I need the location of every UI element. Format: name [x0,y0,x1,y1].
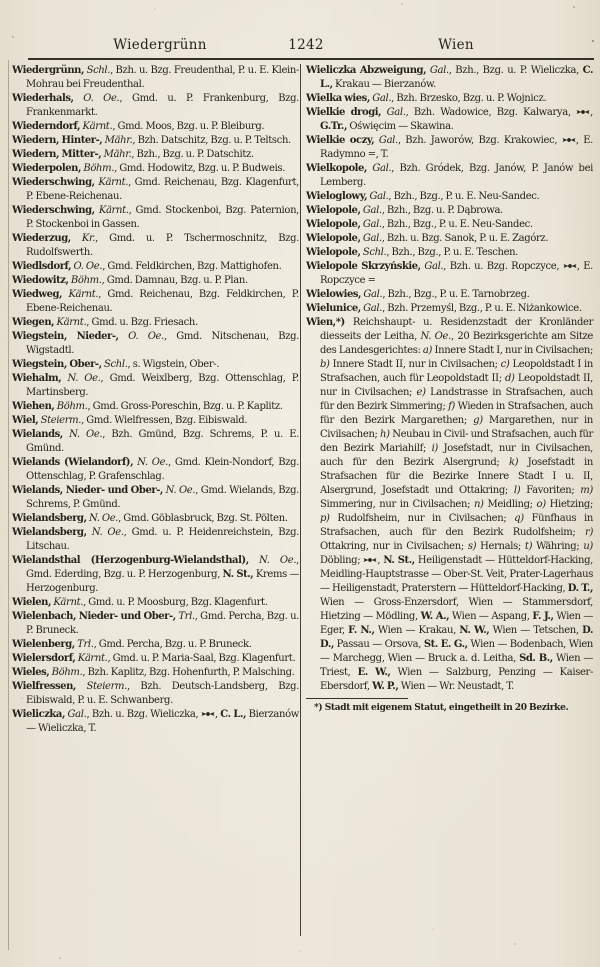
gazetteer-entry [306,106,593,134]
gazetteer-entry [12,134,299,148]
gazetteer-entry [12,64,299,92]
gazetteer-entry [306,190,593,204]
entry-text: , Bzh., Bzg. u. P. Dąbrowa. [381,205,503,216]
entry-place-name: Wiedowitz, [12,275,69,286]
entry-crownland-abbrev: r) [585,527,593,538]
gazetteer-entry [12,232,299,260]
entry-text: , Bzh., Bzg. u. P. Wieliczka, [448,65,583,76]
entry-place-name: Wiel, [12,415,39,426]
entry-railway-abbrev: N. W., [459,625,490,636]
entry-crownland-abbrev: b) [320,359,330,370]
gazetteer-entry [12,330,299,358]
entry-text: , [590,107,593,118]
entry-text: Favoriten; [520,485,581,496]
right-column [306,64,593,715]
entry-place-name: Wiehen, [12,401,55,412]
entry-text: , Gmd. u. P. Tschermoschnitz, Bzg. Rudolfswerth. [26,233,299,258]
entry-text: Hietzing; [545,499,594,510]
entry-place-name: Wielopole, [306,247,361,258]
gazetteer-entry [12,414,299,428]
entry-text: Wien — Triest, [320,653,593,678]
entry-text: , Bzh., Bzg., P. u. E. Teschen. [386,247,519,258]
entry-crownland-abbrev: N. Oe. [61,373,101,384]
entry-text: , [377,555,384,566]
gazetteer-entry [12,610,299,638]
entry-text: Passau — Orsova, [333,639,424,650]
winged-wheel-railway-icon [562,136,576,144]
entry-place-name: Wielkie oczy, [306,135,375,146]
entry-text: Krakau — Bierzanów. [332,79,436,90]
entry-text: Ottakring, nur in Civilsachen; [320,541,468,552]
gazetteer-entry [306,232,593,246]
gazetteer-entry [12,120,299,134]
entry-crownland-abbrev: Gal. [367,191,389,202]
header-right-keyword: Wien [438,37,474,53]
footnote-rule [306,698,408,699]
entry-railway-abbrev: N. St., [383,555,415,566]
entry-crownland-abbrev: Kärnt. [50,597,84,608]
entry-text: , Gmd. Reichenau, Bzg. Klagenfurt, P. Ebene-Reichenau. [26,177,299,202]
entry-crownland-abbrev: Böhm. [54,401,88,412]
entry-text: Rudolfsheim, nur in Civilsachen; [329,513,515,524]
entry-place-name: Wiederschwing, [12,177,95,188]
entry-place-name: Wiegen, [12,317,55,328]
entry-place-name: Wiederpolen, [12,163,82,174]
entry-crownland-abbrev: O. Oe. [73,93,120,104]
entry-place-name: Wieliczka Abzweigung, [306,65,427,76]
entry-text: Wien — Krakau, [374,625,460,636]
entry-text: , Bzh. Brzesko, Bzg. u. P. Wojnicz. [391,93,547,104]
gazetteer-entry [306,204,593,218]
gazetteer-entry [306,288,593,302]
entry-crownland-abbrev: Mähr. [101,149,132,160]
entry-crownland-abbrev: Böhm. [49,667,83,678]
entry-text: Landstrasse in Strafsachen, auch für den Bezirk Simmering; [320,387,593,412]
gazetteer-entry [12,372,299,400]
gazetteer-entry [12,512,299,526]
entry-text: Wien — Gross-Enzersdorf, Wien — Stammersdorf, Hietzing — Mödling, [320,597,593,622]
entry-place-name: Wiegstein, Nieder-, [12,331,119,342]
entry-text: , Gmd. Wielands, Bzg. Schrems, P. Gmünd. [26,485,299,510]
entry-text: , Bzh. Gródek, Bzg. Janów, P. Janów bei Lemberg. [320,163,594,188]
entry-crownland-abbrev: a) [422,345,433,356]
entry-text: , Bzh. u. Bzg. Ropczyce, [443,261,563,272]
entry-text: , Bzh. Gmünd, Bzg. Schrems, P. u. E. Gmünd. [26,429,299,454]
entry-crownland-abbrev: Gal. [361,289,383,300]
entry-text: , Gmd. Percha, Bzg. u. P. Bruneck. [26,611,299,636]
winged-wheel-railway-icon [363,556,377,564]
entry-text: , Gmd. u. P. Moosburg, Bzg. Klagenfurt. [83,597,268,608]
entry-crownland-abbrev: Kärnt. [54,317,87,328]
entry-text: , Gmd. Stockenboi, Bzg. Paternion, P. Stockenboi in Gassen. [26,205,299,230]
gazetteer-entry [12,274,299,288]
entry-text: , Bzh. Datschitz, Bzg. u. P. Teltsch. [132,135,291,146]
entry-crownland-abbrev: N. Oe. [248,555,297,566]
entry-place-name: Wielandsthal (Herzogenburg-Wielandsthal), [12,555,249,566]
entry-text: Josefstadt in Strafsachen für die Bezirke Innere Stadt I u. II, Alsergrund, Josefstadt und Ottakring; [320,457,593,496]
entry-place-name: Wiehalm, [12,373,62,384]
entry-crownland-abbrev: N. Oe. [86,527,124,538]
entry-crownland-abbrev: g) [473,415,483,426]
entry-crownland-abbrev: s) [467,541,477,552]
entry-crownland-abbrev: Böhm. [68,275,102,286]
entry-text: Wien — Aspang, [449,611,533,622]
entry-crownland-abbrev: u) [583,541,593,552]
entry-crownland-abbrev: Kr. [70,233,96,244]
entry-railway-abbrev: St. E. G., [423,639,468,650]
entry-text: Wien — Tetschen, [489,625,583,636]
gazetteer-entry [12,260,299,274]
entry-text: Innere Stadt II, nur in Civilsachen; [329,359,501,370]
entry-text: , Gmd. u. P. Maria-Saal, Bzg. Klagenfurt. [107,653,296,664]
entry-text: , Gmd. Reichenau, Bzg. Feldkirchen, P. Ebene-Reichenau. [26,289,299,314]
entry-text: , Gmd. Hodowitz, Bzg. u. P. Budweis. [114,163,286,174]
entry-railway-abbrev: F. N., [348,625,375,636]
entry-text: Wieden in Strafsachen, auch für den Bezirk Margarethen; [320,401,593,426]
entry-text: , Bzh. Przemyśl, Bzg., P. u. E. Niżankowice. [382,303,582,314]
gazetteer-entry [12,456,299,484]
entry-crownland-abbrev: Trl. [74,639,94,650]
winged-wheel-railway-icon [201,710,215,718]
entry-text: , E. Radymno =, T. [320,135,593,160]
entry-crownland-abbrev: N. Oe. [133,457,168,468]
entry-railway-abbrev: F. J., [532,611,554,622]
left-column [12,64,299,736]
entry-text: , Bzh. u. Bzg. Freudenthal, P. u. E. Klein-Mohrau bei Freudenthal. [26,65,299,90]
entry-place-name: Wielunice, [306,303,361,314]
entry-crownland-abbrev: q) [514,513,524,524]
entry-text: Neubau in Civil- und Strafsachen, auch für den Bezirk Mariahilf; [320,429,593,454]
entry-crownland-abbrev: Kärnt. [75,653,108,664]
entry-railway-abbrev: D. T., [567,583,593,594]
entry-text: Josefstadt, nur in Civilsachen, auch für den Bezirk Alsergrund; [320,443,594,468]
entry-crownland-abbrev: Schl. [84,65,111,76]
entry-crownland-abbrev: Kärnt. [94,205,129,216]
entry-railway-abbrev: C. L., [320,65,593,90]
gazetteer-entry [12,92,299,120]
entry-crownland-abbrev: d) [504,373,515,384]
gazetteer-entry [306,316,593,694]
gazetteer-entry [306,92,593,106]
entry-text: , Gmd. Wielfressen, Bzg. Eibiswald. [81,415,248,426]
entry-place-name: Wiedern, Mitter-, [12,149,102,160]
entry-text: , Gmd. Gross-Poreschin, Bzg. u. P. Kaplitz. [87,401,283,412]
entry-text: Simmering, nur in Civilsachen; [320,499,474,510]
entry-place-name: Wielen, [12,597,51,608]
gazetteer-entry [12,316,299,330]
gazetteer-entry [306,246,593,260]
entry-crownland-abbrev: Gal. [360,233,382,244]
entry-place-name: Wieloglowy, [306,191,368,202]
entry-crownland-abbrev: Gal. [360,219,382,230]
gazetteer-entry [306,162,593,190]
entry-crownland-abbrev: Steierm. [75,681,128,692]
entry-crownland-abbrev: N. Oe. [62,429,103,440]
gazetteer-entry [12,288,299,316]
entry-place-name: Wiederzug, [12,233,71,244]
entry-crownland-abbrev: Schl. [360,247,387,258]
entry-railway-abbrev: D. D., [320,625,593,650]
entry-crownland-abbrev: c) [500,359,510,370]
entry-place-name: Wielopole, [306,205,361,216]
entry-text: , Bzh. Kaplitz, Bzg. Hohenfurth, P. Malsching. [82,667,295,678]
winged-wheel-railway-icon [563,262,577,270]
entry-text: Fünfhaus in Strafsachen, auch für den Bezirk Rudolfsheim; [320,513,593,538]
entry-place-name: Wiedern, Hinter-, [12,135,103,146]
entry-text: , Gmd. Ederding, Bzg. u. P. Herzogenburg, [26,555,299,580]
entry-text: Leopoldstadt II, nur in Civilsachen; [320,373,594,398]
entry-text: , Gmd. Nitschenau, Bzg. Wigstadtl. [26,331,300,356]
gazetteer-entry [12,708,299,736]
entry-crownland-abbrev: k) [508,457,519,468]
entry-crownland-abbrev: Gal. [374,135,398,146]
entry-place-name: Wielands (Wielandorf), [12,457,134,468]
gazetteer-entry [306,260,593,288]
entry-text: Margarethen, nur in Civilsachen; [320,415,593,440]
entry-text: , Bzh., Bzg. u. P. Datschitz. [131,149,254,160]
entry-place-name: Wielands, [12,429,63,440]
entry-place-name: Wielowies, [306,289,362,300]
gazetteer-entry [306,134,593,162]
entry-crownland-abbrev: Kärnt. [94,177,129,188]
entry-place-name: Wielopole Skrzyńskie, [306,261,421,272]
gazetteer-entry [12,638,299,652]
entry-text: Hernals; [476,541,525,552]
entry-crownland-abbrev: e) [416,387,426,398]
header-rule [28,58,594,60]
entry-text: , Gmd. Percha, Bzg. u. P. Bruneck. [93,639,252,650]
entry-crownland-abbrev: Trl. [175,611,195,622]
entry-text: Währing; [532,541,584,552]
entry-crownland-abbrev: l) [513,485,521,496]
entry-crownland-abbrev: N. Oe. [420,331,451,342]
entry-place-name: Wielands, Nieder- und Ober-, [12,485,163,496]
entry-text: Wien — Bodenbach, Wien — Marchegg, Wien — Bruck a. d. Leitha, [320,639,593,664]
footnote-body: Stadt mit eigenem Statut, eingetheilt in 20 Bezirke. [324,703,569,713]
entry-crownland-abbrev: Kärnt. [62,289,99,300]
entry-railway-abbrev: W. P., [372,681,399,692]
entry-text: Bierzanów — Wieliczka, T. [26,709,299,734]
entry-crownland-abbrev: Mähr. [102,135,133,146]
entry-text: , Bzh. Deutsch-Landsberg, Bzg. Eibiswald, P. u. E. Schwanberg. [26,681,299,706]
entry-text: Heiligenstadt — Hütteldorf-Hacking, Meidling-Hauptstrasse — Ober-St. Veit, Prater-Lagerhaus — Heiligenstadt, Praterstern — Hütteldorf-Hacking, [320,555,593,594]
footnote-marker: *) [314,703,323,713]
entry-place-name: Wiedweg, [12,289,63,300]
entry-place-name: Wielfressen, [12,681,76,692]
entry-railway-abbrev: C. L., [220,709,247,720]
gazetteer-entry [12,554,299,596]
entry-crownland-abbrev: h) [380,429,390,440]
entry-crownland-abbrev: Steierm. [38,415,82,426]
entry-crownland-abbrev: Gal. [381,107,406,118]
entry-crownland-abbrev: i) [431,443,438,454]
entry-place-name: Wiedlsdorf, [12,261,72,272]
gazetteer-entry [12,176,299,204]
entry-place-name: Wielandsberg, [12,527,87,538]
entry-text: , Gmd. Moos, Bzg. u. P. Bleiburg. [112,121,265,132]
entry-crownland-abbrev: Gal. [366,163,392,174]
gazetteer-entry [12,358,299,372]
entry-text: , Bzh., Bzg., P. u. E. Neu-Sandec. [381,219,533,230]
entry-text: , Gmd. Feldkirchen, Bzg. Mattighofen. [102,261,282,272]
header-left-keyword: Wiedergrünn [113,37,207,53]
entry-crownland-abbrev: Gal. [369,93,392,104]
entry-text: Wien — Wr. Neustadt, T. [398,681,514,692]
entry-crownland-abbrev: f) [448,401,455,412]
entry-text: , Gmd. Klein-Nondorf, Bzg. Ottenschlag, P. Grafenschlag. [26,457,299,482]
entry-text: , Gmd. Weixlberg, Bzg. Ottenschlag, P. Martinsberg. [26,373,299,398]
entry-place-name: Wielka wies, [306,93,370,104]
entry-place-name: Wieliczka, [12,709,65,720]
entry-text: Wien — Salzburg, Penzing — Kaiser-Ebersdorf, [320,667,593,692]
entry-text: , Gmd. u. P. Heidenreichstein, Bzg. Litschau. [26,527,299,552]
entry-place-name: Wielersdorf, [12,653,76,664]
gazetteer-entry [12,162,299,176]
entry-crownland-abbrev: Böhm. [81,163,115,174]
gazetteer-entry [12,484,299,512]
gazetteer-entry [12,428,299,456]
entry-place-name: Wielenberg, [12,639,75,650]
entry-text: , Gmd. u. P. Frankenburg, Bzg. Frankenmarkt. [26,93,300,118]
entry-place-name: Wielandsberg, [12,513,87,524]
entry-text: , Gmd. Göblasbruck, Bzg. St. Pölten. [118,513,288,524]
entry-text: , Gmd. u. Bzg. Friesach. [86,317,198,328]
entry-text: , Bzh. Jaworów, Bzg. Krakowiec, [397,135,562,146]
entry-crownland-abbrev: t) [524,541,533,552]
winged-wheel-railway-icon [576,108,590,116]
entry-crownland-abbrev: N. Oe. [162,485,196,496]
entry-text: Reichshaupt- u. Residenzstadt der Kronländer diesseits der Leitha, [320,317,593,342]
entry-place-name: Wiederndorf, [12,121,81,132]
entry-place-name: Wiederhals, [12,93,74,104]
entry-text: , Gmd. Damnau, Bzg. u. P. Plan. [101,275,248,286]
entry-crownland-abbrev: Schl. [101,359,128,370]
entry-place-name: Wieles, [12,667,50,678]
gazetteer-entry [306,218,593,232]
gazetteer-entry [12,680,299,708]
entry-railway-abbrev: N. St., [222,569,254,580]
gazetteer-entry [12,596,299,610]
entry-railway-abbrev: E. W., [357,667,391,678]
entry-place-name: Wien,*) [306,317,345,328]
entry-text: Meidling; [483,499,537,510]
entry-text: Döbling; [320,555,364,566]
entry-crownland-abbrev: Kärnt. [80,121,113,132]
entry-crownland-abbrev: N. Oe. [86,513,119,524]
entry-text: , Bzh., Bzg., P. u. E. Neu-Sandec. [388,191,540,202]
entry-crownland-abbrev: Gal. [360,205,382,216]
entry-place-name: Wiegstein, Ober-, [12,359,102,370]
entry-crownland-abbrev: O. Oe. [118,331,164,342]
entry-place-name: Wiederschwing, [12,205,95,216]
entry-text: Krems — Herzogenburg. [26,569,300,594]
entry-text: , Bzh. Wadowice, Bzg. Kalwarya, [405,107,577,118]
entry-crownland-abbrev: m) [580,485,593,496]
entry-text: , s. Wigstein, Ober-. [127,359,220,370]
entry-text: , E. Ropczyce = [320,261,594,286]
entry-text: , 20 Bezirksgerichte am Sitze des Landesgerichtes: [320,331,593,356]
entry-crownland-abbrev: Gal. [64,709,87,720]
entry-crownland-abbrev: Gal. [426,65,449,76]
entry-crownland-abbrev: p) [320,513,330,524]
entry-place-name: Wielkopole, [306,163,367,174]
entry-text: , Bzh. u. Bzg. Sanok, P. u. E. Zagórz. [381,233,549,244]
footnote-block [306,698,593,715]
gazetteer-entry [12,148,299,162]
gazetteer-entry [306,64,593,92]
gazetteer-entry [12,666,299,680]
entry-crownland-abbrev: o) [536,499,546,510]
entry-railway-abbrev: Sd. B., [519,653,553,664]
gazetteer-entry [12,400,299,414]
entry-crownland-abbrev: Gal. [360,303,383,314]
column-divider-rule [300,64,301,936]
entry-place-name: Wielenbach, Nieder- und Ober-, [12,611,176,622]
gazetteer-entry [12,526,299,554]
gazetteer-entry [306,302,593,316]
entry-text: , Bzh., Bzg., P. u. E. Tarnobrzeg. [382,289,530,300]
entry-place-name: Wielopole, [306,219,361,230]
entry-railway-abbrev: G.Tr., [320,121,347,132]
entry-crownland-abbrev: Gal. [420,261,444,272]
page-gutter-line [8,60,9,950]
entry-text: Wien — Eger, [320,611,593,636]
entry-text: , Bzh. u. Bzg. Wieliczka, [86,709,201,720]
entry-railway-abbrev: W. A., [420,611,450,622]
entry-text: , [214,709,221,720]
gazetteer-entry [12,204,299,232]
entry-text: Innere Stadt I, nur in Civilsachen; [432,345,594,356]
page-number: 1242 [288,37,324,53]
gazetteer-entry [12,652,299,666]
entry-crownland-abbrev: O. Oe. [71,261,103,272]
footnote-text [306,702,593,715]
entry-text: Oświęcim — Skawina. [347,121,454,132]
entry-text: Leopoldstadt I in Strafsachen, auch für Leopoldstadt II; [320,359,593,384]
entry-place-name: Wielkie drogi, [306,107,382,118]
entry-crownland-abbrev: n) [473,499,484,510]
entry-place-name: Wielopole, [306,233,361,244]
entry-place-name: Wiedergrünn, [12,65,84,76]
